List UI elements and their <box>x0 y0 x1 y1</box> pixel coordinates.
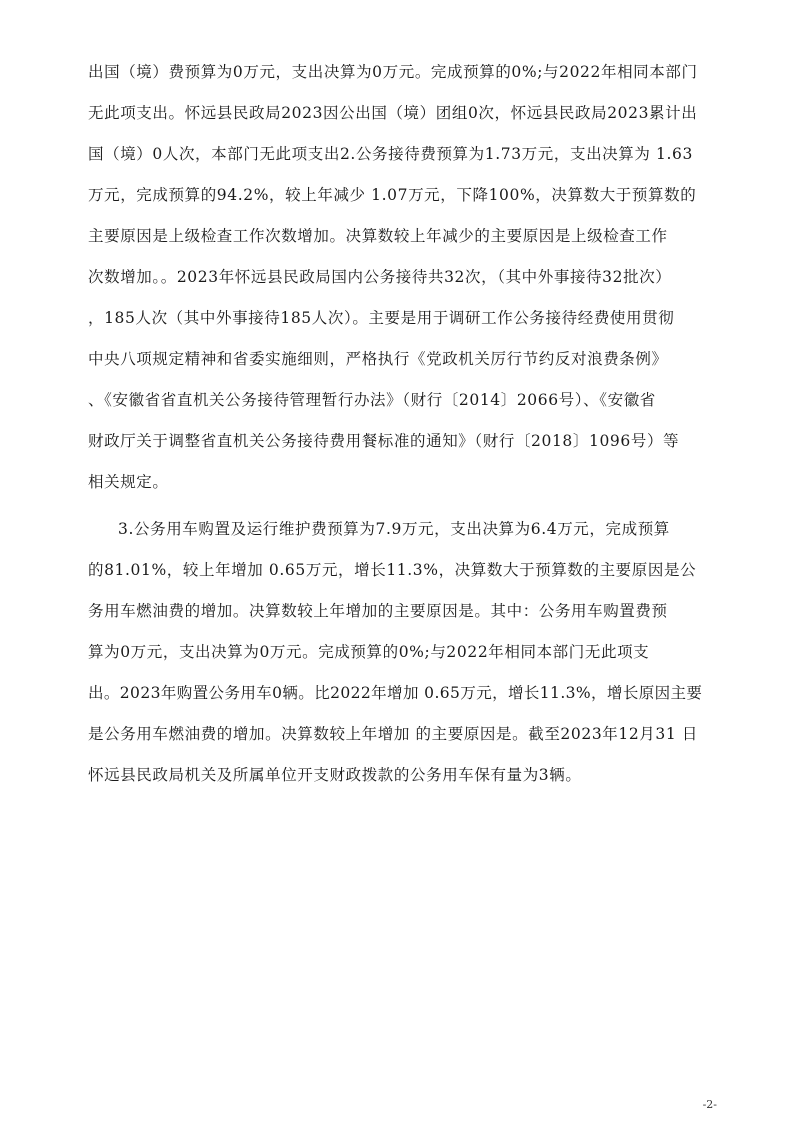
text-line: 3.公务用车购置及运行维护费预算为7.9万元，支出决算为6.4万元，完成预算 <box>118 520 670 538</box>
text-line: 是公务用车燃油费的增加。决算数较上年增加 的主要原因是。截至2023年12月31 日 <box>88 725 698 743</box>
text-line: 出。2023年购置公务用车0辆。比2022年增加 0.65万元，增长11.3%，增长原因主要 <box>88 684 703 702</box>
text-line: 务用车燃油费的增加。决算数较上年增加的主要原因是。其中：公务用车购置费预 <box>88 602 668 620</box>
text-line: 算为0万元，支出决算为0万元。完成预算的0%;与2022年相同本部门无此项支 <box>88 643 650 661</box>
text-line: 相关规定。 <box>88 473 169 491</box>
text-line: 、《安徽省省直机关公务接待管理暂行办法》（财行〔2014〕2066号）、《安徽省 <box>88 391 656 409</box>
text-line: 无此项支出。怀远县民政局2023因公出国（境）团组0次，怀远县民政局2023累计出 <box>88 104 698 122</box>
text-line: 出国（境）费预算为0万元，支出决算为0万元。完成预算的0%;与2022年相同本部门 <box>88 63 698 81</box>
text-line: 中央八项规定精神和省委实施细则，严格执行《党政机关厉行节约反对浪费条例》 <box>88 350 668 368</box>
text-line: 万元，完成预算的94.2%，较上年减少 1.07万元，下降100%，决算数大于预算数的 <box>88 186 697 204</box>
text-line: 次数增加。。2023年怀远县民政局国内公务接待共32次，（其中外事接待32批次） <box>88 268 672 286</box>
text-line: ，185人次（其中外事接待185人次）。主要是用于调研工作公务接待经费使用贯彻 <box>88 309 675 327</box>
text-line: 国（境）0人次，本部门无此项支出2.公务接待费预算为1.73万元，支出决算为 1.63 <box>88 145 693 163</box>
page-number: -2- <box>702 1098 717 1111</box>
text-line: 主要原因是上级检查工作次数增加。决算数较上年减少的主要原因是上级检查工作 <box>88 227 668 245</box>
text-line: 怀远县民政局机关及所属单位开支财政拨款的公务用车保有量为3辆。 <box>88 766 582 784</box>
text-line: 的81.01%，较上年增加 0.65万元，增长11.3%，决算数大于预算数的主要原因是公 <box>88 561 697 579</box>
text-line: 财政厅关于调整省直机关公务接待费用餐标准的通知》（财行〔2018〕1096号）等 <box>88 432 680 450</box>
